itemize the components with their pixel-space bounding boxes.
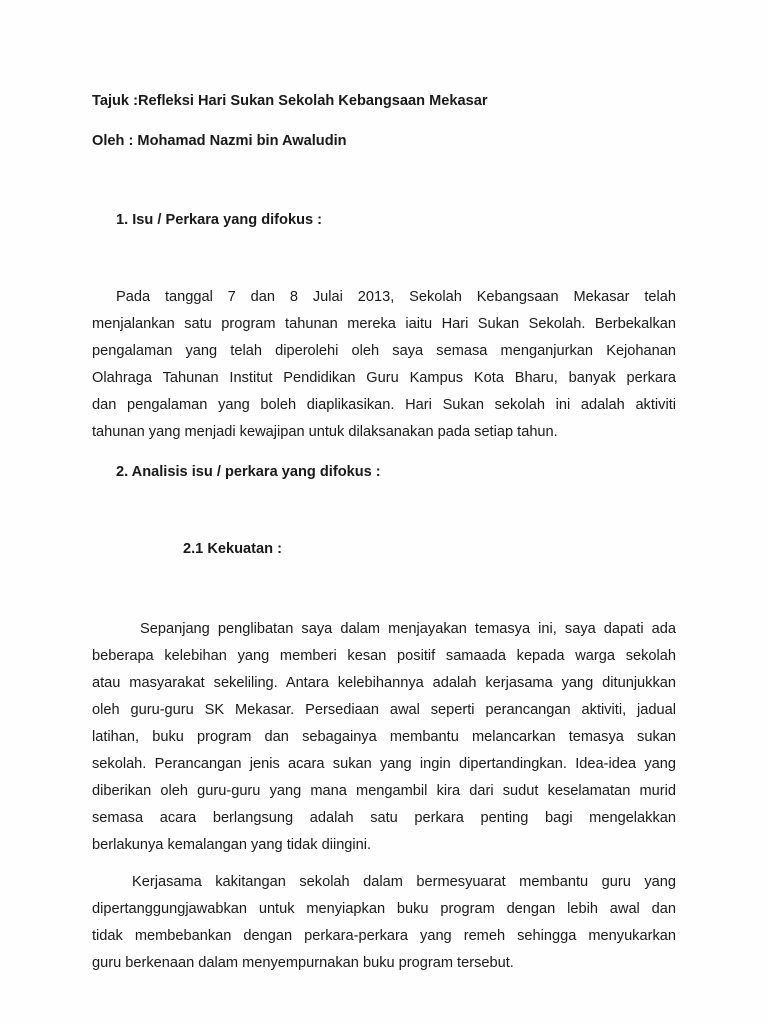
- paragraph-line: tahunan yang menjadi kewajipan untuk dilaksanakan pada setiap tahun.: [92, 424, 558, 440]
- paragraph-line: atau masyarakat sekeliling. Antara kelebihannya adalah kerjasama yang ditunjukkan: [92, 675, 676, 691]
- document-author: Oleh : Mohamad Nazmi bin Awaludin: [92, 133, 347, 149]
- paragraph-line: tidak membebankan dengan perkara-perkara yang remeh sehingga menyukarkan: [92, 928, 676, 944]
- paragraph-line: semasa acara berlangsung adalah satu perkara penting bagi mengelakkan: [92, 810, 676, 826]
- section-1-heading: 1. Isu / Perkara yang difokus :: [116, 212, 323, 228]
- paragraph-line: Kerjasama kakitangan sekolah dalam bermesyuarat membantu guru yang: [132, 874, 676, 890]
- paragraph-line: Pada tanggal 7 dan 8 Julai 2013, Sekolah Kebangsaan Mekasar telah: [116, 289, 676, 305]
- document-title: Tajuk :Refleksi Hari Sukan Sekolah Kebangsaan Mekasar: [92, 93, 488, 109]
- paragraph-line: menjalankan satu program tahunan mereka iaitu Hari Sukan Sekolah. Berbekalkan: [92, 316, 676, 332]
- paragraph-line: Sepanjang penglibatan saya dalam menjayakan temasya ini, saya dapati ada: [140, 621, 676, 637]
- paragraph-line: berlakunya kemalangan yang tidak diingini.: [92, 837, 372, 853]
- paragraph-line: guru berkenaan dalam menyempurnakan buku program tersebut.: [92, 955, 514, 971]
- paragraph-line: latihan, buku program dan sebagainya membantu melancarkan temasya sukan: [92, 729, 676, 745]
- section-2-heading: 2. Analisis isu / perkara yang difokus :: [116, 464, 381, 480]
- section-1-paragraph: [92, 284, 676, 446]
- paragraph-line: dipertanggungjawabkan untuk menyiapkan buku program dengan lebih awal dan: [92, 901, 676, 917]
- paragraph-line: beberapa kelebihan yang memberi kesan positif samaada kepada warga sekolah: [92, 648, 676, 664]
- paragraph-line: diberikan oleh guru-guru yang mana mengambil kira dari sudut keselamatan murid: [92, 783, 676, 799]
- section-2-paragraph-2: [92, 869, 676, 977]
- paragraph-line: sekolah. Perancangan jenis acara sukan yang ingin dipertandingkan. Idea-idea yang: [92, 756, 676, 772]
- paragraph-line: oleh guru-guru SK Mekasar. Persediaan awal seperti perancangan aktiviti, jadual: [92, 702, 676, 718]
- section-2-paragraph-1: [92, 616, 676, 859]
- paragraph-line: Olahraga Tahunan Institut Pendidikan Guru Kampus Kota Bharu, banyak perkara: [92, 370, 676, 386]
- paragraph-line: dan pengalaman yang boleh diaplikasikan. Hari Sukan sekolah ini adalah aktiviti: [92, 397, 676, 413]
- subsection-2-1-heading: 2.1 Kekuatan :: [183, 541, 282, 557]
- paragraph-line: pengalaman yang telah diperolehi oleh saya semasa menganjurkan Kejohanan: [92, 343, 676, 359]
